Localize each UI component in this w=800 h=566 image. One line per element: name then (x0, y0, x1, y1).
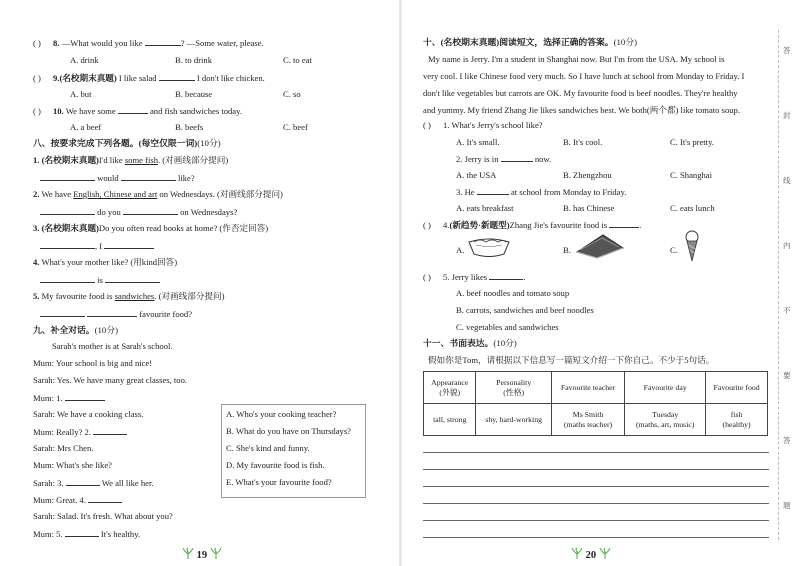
q10-option-c[interactable]: C. beef (283, 122, 308, 132)
blank[interactable] (40, 240, 95, 249)
writing-line[interactable] (423, 452, 769, 453)
section-10-heading: 十、(名校期末真题)阅读短文，选择正确的答案。(10分) (423, 37, 638, 47)
choice-c: C. She's kind and funny. (226, 443, 310, 453)
binding-char: 不 (783, 306, 791, 315)
r1-option-c[interactable]: C. It's pretty. (670, 137, 714, 147)
dialog-line: Sarah: 3. We all like her. (33, 478, 154, 488)
passage-line: and yummy. My friend Zhang Jie likes sandwiches best. We both(两个都) like tomato soup. (423, 105, 740, 115)
r4-option-c[interactable]: C. (670, 245, 678, 255)
answer-paren[interactable]: ( ) (423, 220, 431, 230)
blank[interactable] (40, 308, 85, 317)
r3-option-b[interactable]: B. has Chinese (563, 203, 615, 213)
blank[interactable] (609, 219, 639, 228)
q9-option-b[interactable]: B. because (175, 89, 213, 99)
binding-char: 内 (783, 241, 791, 250)
binding-char: 要 (783, 371, 791, 380)
s8-answer-5: favourite food? (40, 308, 192, 320)
blank[interactable] (65, 528, 99, 537)
passage-line: very cool. I like Chinese food very much. So I have lunch at school from Monday to Friday. I (423, 71, 745, 81)
blank[interactable] (40, 172, 95, 181)
answer-paren[interactable]: ( ) (33, 73, 41, 83)
table-header: Appearance (外貌) (424, 372, 476, 404)
page-number-19: 19 (182, 548, 222, 561)
plant-icon (599, 548, 611, 559)
blank[interactable] (87, 308, 137, 317)
blank[interactable] (145, 37, 181, 46)
right-page (403, 0, 800, 566)
choice-d: D. My favourite food is fish. (226, 460, 325, 470)
question-8: ( ) 8. —What would you like ? —Some water, please. (33, 38, 264, 48)
answer-paren[interactable]: ( ) (33, 38, 41, 48)
read-question-4: ( ) 4.(新趋势·新题型)Zhang Jie's favourite food is . (423, 220, 642, 230)
blank[interactable] (40, 274, 95, 283)
plant-icon (182, 548, 194, 559)
binding-char: 封 (783, 111, 791, 120)
read-question-1: ( ) 1. What's Jerry's school like? (423, 120, 543, 130)
binding-char: 线 (783, 176, 791, 185)
dialog-line: Mum: Great. 4. (33, 494, 122, 506)
r3-option-c[interactable]: C. eats lunch (670, 203, 715, 213)
blank[interactable] (123, 206, 178, 215)
question-9: ( ) 9.(名校期末真题) I like salad I don't like chicken. (33, 73, 265, 83)
table-cell: Ms Smith (maths teacher) (551, 404, 624, 436)
q10-option-b[interactable]: B. beefs (175, 122, 204, 132)
s8-answer-3: , I (40, 240, 154, 252)
r1-option-a[interactable]: A. It's small. (456, 137, 500, 147)
writing-line[interactable] (423, 469, 769, 470)
s8-question-4: 4. What's your mother like? (用kind回答) (33, 257, 178, 267)
choice-e: E. What's your favourite food? (226, 477, 332, 487)
table-cell: Tuesday (maths, art, music) (625, 404, 706, 436)
r3-option-a[interactable]: A. eats breakfast (456, 203, 514, 213)
plant-icon (210, 548, 222, 559)
info-table (423, 371, 768, 436)
dialog-line: Mum: What's she like? (33, 460, 112, 470)
sandwich-icon (575, 232, 625, 260)
blank[interactable] (121, 172, 176, 181)
section-8-heading: 八、按要求完成下列各题。(每空仅限一词)(10分) (33, 138, 221, 148)
table-header-row (424, 372, 768, 404)
r2-option-c[interactable]: C. Shanghai (670, 170, 713, 180)
answer-paren[interactable]: ( ) (423, 272, 431, 282)
s8-answer-2: do you on Wednesdays? (40, 206, 237, 218)
q8-option-c[interactable]: C. to eat (283, 55, 312, 65)
blank[interactable] (105, 274, 160, 283)
section-9-heading: 九、补全对话。(10分) (33, 325, 119, 335)
blank[interactable] (40, 206, 95, 215)
table-cell: fish (healthy) (706, 404, 768, 436)
writing-line[interactable] (423, 537, 769, 538)
blank[interactable] (65, 392, 105, 401)
dialog-line: Mum: Really? 2. (33, 426, 127, 438)
r4-option-a[interactable]: A. (456, 245, 465, 255)
noodle-bowl-icon (466, 232, 512, 260)
question-10: ( ) 10. We have some and fish sandwiches today. (33, 106, 243, 116)
read-question-3: 3. He at school from Monday to Friday. (456, 187, 627, 197)
s8-answer-4: is (40, 274, 160, 286)
writing-line[interactable] (423, 503, 769, 504)
ice-cream-icon (685, 229, 699, 263)
answer-paren[interactable]: ( ) (423, 120, 431, 130)
s8-question-3: 3. (名校期末真题)Do you often read books at home? (作否定回答) (33, 223, 269, 233)
dialog-line: Sarah: Mrs Chen. (33, 443, 94, 453)
q9-option-a[interactable]: A. but (70, 89, 92, 99)
blank[interactable] (489, 271, 523, 280)
table-header: Personality (性格) (476, 372, 551, 404)
choice-a: A. Who's your cooking teacher? (226, 409, 337, 419)
passage-line: don't like vegetables but carrots are OK. My favourite food is beef noodles. They're healthy (423, 88, 738, 98)
r2-option-a[interactable]: A. the USA (456, 170, 497, 180)
section-11-heading: 十一、书面表达。(10分) (423, 338, 517, 348)
table-header: Favourite teacher (551, 372, 624, 404)
q8-option-b[interactable]: B. to drink (175, 55, 213, 65)
binding-margin (778, 30, 793, 540)
read-question-5: ( ) 5. Jerry likes . (423, 272, 526, 282)
s8-question-1: 1. (名校期末真题)I'd like some fish. (对画线部分提问) (33, 155, 229, 165)
blank[interactable] (66, 477, 100, 486)
r4-option-b[interactable]: B. (563, 245, 571, 255)
table-row (424, 404, 768, 436)
s8-answer-1: would like? (40, 172, 195, 184)
dialog-line: Sarah: We have a cooking class. (33, 409, 144, 419)
dialog-line: Mum: 5. It's healthy. (33, 529, 141, 539)
s8-question-2: 2. We have English, Chinese and art on Wednesdays. (对画线部分提问) (33, 189, 283, 199)
blank[interactable] (104, 240, 154, 249)
r5-option-c[interactable]: C. vegetables and sandwiches (456, 322, 559, 332)
r5-option-a[interactable]: A. beef noodles and tomato soup (456, 288, 570, 298)
q9-option-c[interactable]: C. so (283, 89, 301, 99)
plant-icon (571, 548, 583, 559)
r5-option-b[interactable]: B. carrots, sandwiches and beef noodles (456, 305, 594, 315)
blank[interactable] (88, 494, 122, 503)
page-number-20: 20 (571, 548, 611, 561)
s8-question-5: 5. My favourite food is sandwiches. (对画线部分提问) (33, 291, 225, 301)
dialog-line: Sarah: Yes. We have many great classes, too. (33, 375, 188, 385)
r1-option-b[interactable]: B. It's cool. (563, 137, 603, 147)
blank[interactable] (477, 186, 509, 195)
table-header: Favourite food (706, 372, 768, 404)
blank[interactable] (501, 153, 533, 162)
q8-option-a[interactable]: A. drink (70, 55, 99, 65)
writing-line[interactable] (423, 520, 769, 521)
binding-char: 答 (783, 436, 791, 445)
binding-char: 答 (783, 46, 791, 55)
table-header: Favourite day (625, 372, 706, 404)
r2-option-b[interactable]: B. Zhengzhou (563, 170, 612, 180)
dialog-line: Mum: Your school is big and nice! (33, 358, 153, 368)
table-cell: shy, hard-working (476, 404, 551, 436)
passage-line: My name is Jerry. I'm a student in Shanghai now. But I'm from the USA. My school is (428, 54, 725, 64)
dialog-intro: Sarah's mother is at Sarah's school. (52, 341, 173, 351)
dialog-line: Mum: 1. (33, 392, 105, 404)
q10-option-a[interactable]: A. a beef (70, 122, 102, 132)
blank[interactable] (93, 426, 127, 435)
table-cell: tall, strong (424, 404, 476, 436)
answer-paren[interactable]: ( ) (33, 106, 41, 116)
binding-char: 题 (783, 501, 791, 510)
dialog-line: Sarah: Salad. It's fresh. What about you? (33, 511, 173, 521)
choice-b: B. What do you have on Thursdays? (226, 426, 351, 436)
blank[interactable] (118, 105, 148, 114)
writing-line[interactable] (423, 486, 769, 487)
blank[interactable] (159, 72, 195, 81)
read-question-2: 2. Jerry is in now. (456, 154, 552, 164)
writing-prompt: 假如你是Tom，请根据以下信息写一篇短文介绍一下你自己。不少于5句话。 (428, 355, 715, 365)
